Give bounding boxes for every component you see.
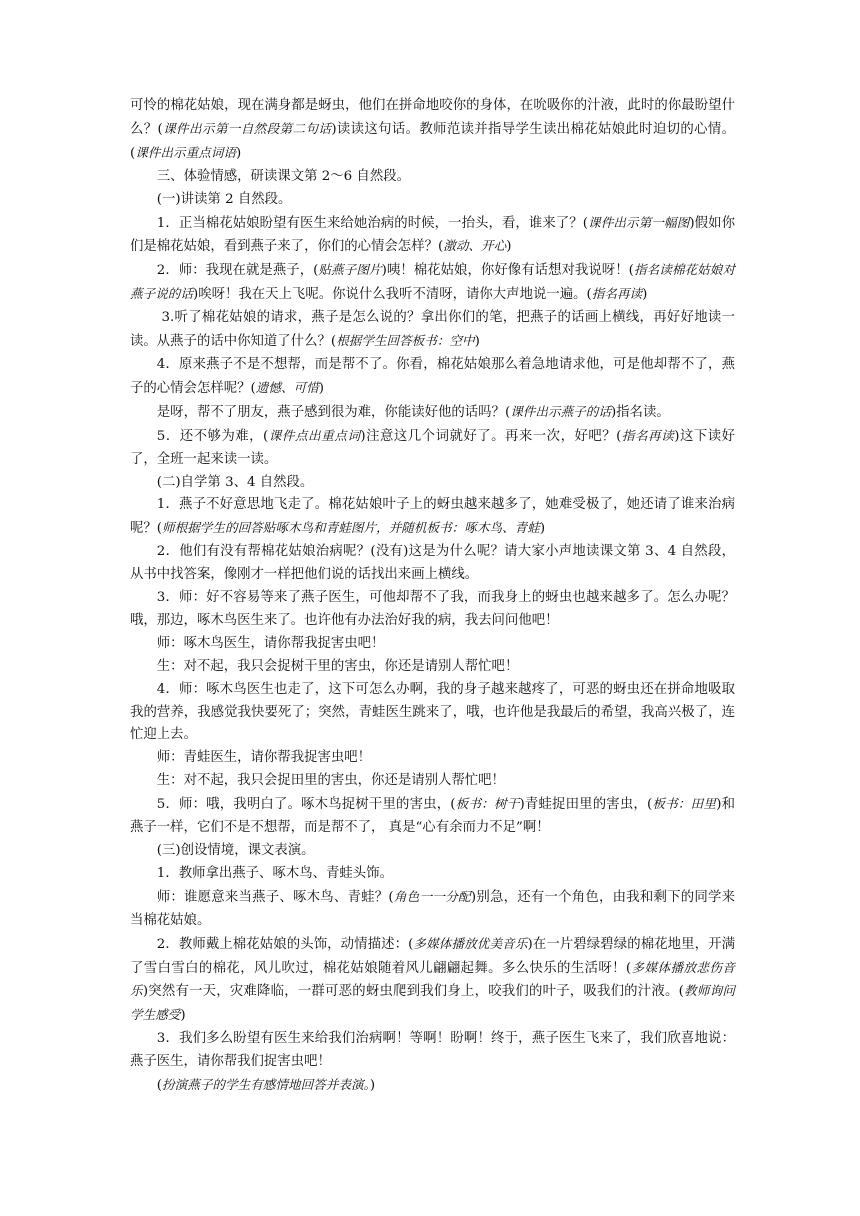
paragraph-16 (130, 747, 735, 770)
text-run: 2．教师戴上棉花姑娘的头饰，动情描述：( (156, 936, 414, 952)
paragraph-5 (130, 307, 735, 354)
text-run: 1．教师拿出燕子、啄木鸟、青蛙头饰。 (156, 865, 393, 881)
text-run: 3.听了棉花姑娘的请求，燕子是怎么说的？拿出你们的笔，把燕子的话画上横线，再好好地读一读。从燕子的话中你知道了什么？( (130, 310, 735, 350)
teaching-note: 板书：田里 (652, 796, 717, 812)
text-run: ) (369, 1078, 376, 1094)
text-run: ) (180, 1008, 186, 1024)
text-run: ) (539, 521, 546, 537)
paragraph-24 (130, 1074, 735, 1098)
teaching-note: 指名读棉花姑娘对燕子说的话 (130, 262, 736, 302)
paragraph-3 (130, 212, 735, 260)
paragraph-2 (130, 189, 735, 212)
text-run: 三、体验情感，研读课文第 2～6 自然段。 (156, 168, 410, 184)
teaching-note: 课件出示第一自然段第二句话 (162, 120, 332, 136)
teaching-note: 多媒体播放悲伤音乐 (130, 959, 735, 999)
paragraph-20 (130, 863, 735, 886)
text-run: 3．我们多么盼望有医生来给我们治病啊！等啊！盼啊！终于，燕子医生飞来了，我们欣喜地说：燕子医生，请你帮我们捉害虫吧！ (130, 1031, 735, 1070)
teaching-note: 多媒体播放优美音乐 (413, 935, 528, 951)
text-run: )在一片碧绿碧绿的棉花地里，开满了雪白雪白的棉花，风儿吹过，棉花姑娘随着风儿翩翩起舞。多么快乐的生活呀！( (130, 936, 735, 976)
paragraph-4 (130, 259, 735, 307)
text-run: 1．燕子不好意思地飞走了。棉花姑娘叶子上的蚜虫越来越多了，她难受极了，她还请了谁来治病呢？( (130, 497, 735, 537)
text-run: )注意这几个词就好了。再来一次，好吧？( (360, 428, 622, 444)
paragraph-8 (130, 425, 735, 472)
text-run: )这下读好了，全班一起来读一读。 (130, 428, 736, 467)
text-run: 4．原来燕子不是不想帮，而是帮不了。你看，棉花姑娘那么着急地请求他，可是他却帮不了，燕子的心情会怎样呢？( (130, 356, 735, 396)
text-run: 师：谁愿意来当燕子、啄木鸟、青蛙？( (156, 889, 394, 905)
text-run: )指名读。 (610, 404, 670, 420)
text-run: 2．他们有没有帮棉花姑娘治病呢？(没有)这是为什么呢？请大家小声地读课文第 3、4 自然段，从书中找答案，像刚才一样把他们说的话找出来画上横线。 (130, 544, 735, 583)
text-run: )咦！棉花姑娘，你好像有话想对我说呀！( (381, 263, 634, 279)
text-run: 4．师：啄木鸟医生也走了，这下可怎么办啊，我的身子越来越疼了，可恶的蚜虫还在拼命地吸取我的营养，我感觉我快要死了；突然，青蛙医生跳来了，哦，也许他是我最后的希望，我高兴极了，连忙迎上去。 (130, 681, 735, 743)
teaching-note: 角色一一分配 (393, 888, 471, 904)
paragraph-1 (130, 166, 735, 189)
text-run: )假如你们是棉花姑娘，看到燕子来了，你们的心情会怎样？( (130, 215, 735, 255)
teaching-note: 指名再读 (591, 286, 643, 302)
teaching-note: 板书：树干 (455, 796, 520, 812)
teaching-note: 激动、开心 (443, 238, 507, 254)
paragraph-22 (130, 933, 735, 1029)
paragraph-13 (130, 633, 735, 656)
text-run: 5．师：哦，我明白了。啄木鸟捉树干里的害虫，( (156, 797, 456, 813)
text-run: (一)讲读第 2 自然段。 (156, 191, 292, 207)
text-run: 3．师：好不容易等来了燕子医生，可他却帮不了我，而我身上的蚜虫也越来越多了。怎么办呢？哦，那边，啄木鸟医生来了。也许他有办法治好我的病，我去问问他吧！ (130, 590, 735, 628)
teaching-note: 教师询问学生感受 (130, 983, 736, 1023)
teaching-note: 指名再读 (621, 427, 675, 443)
text-run: 5．还不够为难，( (156, 428, 269, 444)
text-run: 生：对不起，我只会捉田里的害虫，你还是请别人帮忙吧！ (156, 773, 505, 789)
paragraph-10 (130, 494, 735, 541)
text-run: )别急，还有一个角色，由我和剩下的同学来当棉花姑娘。 (130, 889, 736, 928)
paragraph-7 (130, 401, 735, 425)
text-run: (三)创设情境，课文表演。 (156, 843, 315, 858)
paragraph-11 (130, 541, 735, 587)
teaching-note: 遗憾、可惜 (255, 379, 319, 395)
paragraph-17 (130, 770, 735, 793)
text-run: )突然有一天，灾难降临，一群可恶的蚜虫爬到我们身上，咬我们的叶子，吸我们的汁液。( (142, 984, 684, 1000)
text-run: )和燕子一样，它们不是不想帮，而是帮不了， 真是“心有余而力不足”啊！ (130, 797, 735, 836)
text-run: 师：青蛙医生，请你帮我捉害虫吧！ (156, 750, 372, 766)
text-run: 是呀，帮不了朋友，燕子感到很为难，你能读好他的话吗？( (156, 404, 511, 420)
paragraph-14 (130, 656, 735, 679)
paragraph-0 (130, 95, 735, 166)
teaching-note: 贴燕子图片 (318, 262, 382, 278)
text-run: (二)自学第 3、4 自然段。 (156, 474, 314, 490)
teaching-note: 根据学生回答板书：空中 (336, 333, 475, 349)
paragraph-23 (130, 1028, 735, 1074)
text-run: )青蛙捉田里的害虫，( (519, 797, 653, 813)
teaching-note: 课件点出重点词 (268, 427, 361, 443)
teaching-note: 扮演燕子的学生有感情地回答并表演。 (162, 1077, 370, 1093)
text-run: 2．师：我现在就是燕子，( (156, 263, 319, 279)
teaching-note: 师根据学生的回答贴啄木鸟和青蛙图片，并随机板书：啄木鸟、青蛙 (162, 520, 540, 536)
text-run: 1．正当棉花姑娘盼望有医生来给她治病的时候，一抬头，看，谁来了？( (156, 215, 588, 231)
text-run: ) (235, 145, 242, 161)
paragraph-12 (130, 587, 735, 633)
teaching-note: 课件出示重点词语 (135, 144, 236, 160)
text-run: 师：啄木鸟医生，请你帮我捉害虫吧！ (156, 635, 385, 651)
text-run: ) (318, 380, 324, 396)
paragraph-18 (130, 793, 735, 840)
text-run: 可怜的棉花姑娘，现在满身都是蚜虫，他们在拼命地咬你的身体，在吮吸你的汁液，此时的你最盼望什么？( (130, 98, 735, 137)
text-run: )读读这句话。教师范读并指导学生读出棉花姑娘此时迫切的心情。( (130, 121, 735, 161)
paragraph-15 (130, 679, 735, 748)
text-run: ) (642, 287, 648, 303)
paragraph-19 (130, 840, 735, 863)
paragraph-6 (130, 354, 735, 401)
text-run: ) (506, 239, 512, 255)
text-run: 生：对不起，我只会捉树干里的害虫，你还是请别人帮忙吧！ (156, 658, 519, 674)
teaching-note: 课件出示燕子的话 (510, 403, 611, 419)
text-run: )唉呀！我在天上飞呢。你说什么我听不清呀，请你大声地说一遍。( (192, 287, 592, 303)
text-run: ( (156, 1078, 163, 1094)
text-run: ) (474, 334, 480, 350)
paragraph-9 (130, 472, 735, 495)
teaching-note: 课件出示第一幅图 (587, 214, 690, 230)
paragraph-21 (130, 886, 735, 933)
